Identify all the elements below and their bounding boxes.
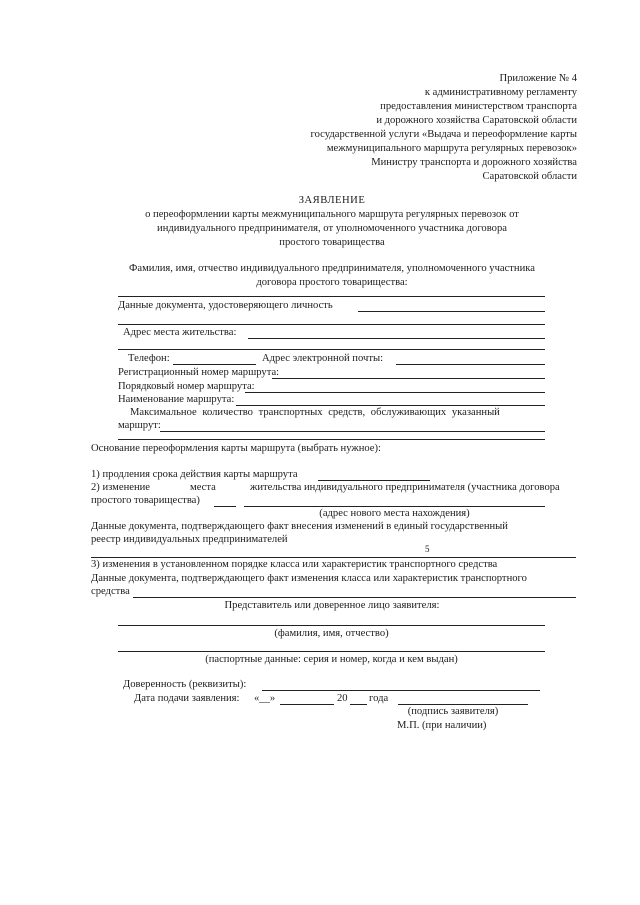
power-of-attorney-field[interactable]: [262, 690, 540, 691]
representative-fio-field[interactable]: [118, 625, 545, 626]
representative-fio-caption: (фамилия, имя, отчество): [274, 628, 389, 639]
stray-mark: 5: [425, 544, 430, 554]
egrip-document-label-2: реестр индивидуальных предпринимателей: [91, 534, 288, 545]
document-title: ЗАЯВЛЕНИЕ: [298, 195, 366, 206]
max-vehicles-field[interactable]: [160, 431, 545, 432]
addressee-line: Саратовской области: [482, 171, 577, 182]
class-change-document-field[interactable]: [133, 597, 576, 598]
phone-label: Телефон:: [128, 353, 170, 364]
date-year-suffix: года: [369, 693, 389, 704]
addressee-line: Министру транспорта и дорожного хозяйства: [371, 157, 577, 168]
applicant-name-label: договора простого товарищества:: [256, 277, 408, 288]
max-vehicles-label-2: маршрут:: [118, 420, 161, 431]
title-subtitle: простого товарищества: [279, 237, 385, 248]
residence-address-label: Адрес места жительства:: [123, 327, 237, 338]
date-year-field[interactable]: [350, 704, 367, 705]
reason-2-field-short[interactable]: [214, 506, 236, 507]
representative-passport-field[interactable]: [118, 651, 545, 652]
appendix-line: предоставления министерством транспорта: [380, 101, 577, 112]
title-subtitle: о переоформлении карты межмуниципального маршрута регулярных перевозок от: [145, 209, 519, 220]
egrip-document-label: Данные документа, подтверждающего факт внесения изменений в единый государственный: [91, 521, 508, 532]
appendix-line: государственной услуги «Выдача и переоформление карты: [310, 129, 577, 140]
identity-document-field-2[interactable]: [118, 324, 545, 325]
identity-document-field[interactable]: [358, 311, 545, 312]
appendix-line: межмуниципального маршрута регулярных перевозок»: [326, 143, 577, 154]
representative-header: Представитель или доверенное лицо заявителя:: [224, 600, 440, 611]
class-change-document-label: Данные документа, подтверждающего факт изменения класса или характеристик транспортного: [91, 573, 527, 584]
applicant-name-field[interactable]: [118, 296, 545, 297]
identity-document-label: Данные документа, удостоверяющего личность: [118, 300, 333, 311]
date-century: 20: [337, 693, 348, 704]
title-subtitle: индивидуального предпринимателя, от уполномоченного участника договора: [157, 223, 507, 234]
max-vehicles-field-2[interactable]: [118, 439, 545, 440]
email-field[interactable]: [396, 364, 545, 365]
date-month-field[interactable]: [280, 704, 334, 705]
reason-2-line2: простого товарищества): [91, 495, 200, 506]
registration-number-label: Регистрационный номер маршрута:: [118, 367, 280, 378]
reason-1[interactable]: 1) продления срока действия карты маршрута: [91, 469, 298, 480]
date-day[interactable]: «__»: [254, 693, 276, 704]
ordinal-number-label: Порядковый номер маршрута:: [118, 381, 255, 392]
class-change-document-label-2: средства: [91, 586, 130, 597]
signature-caption: (подпись заявителя): [407, 706, 499, 717]
applicant-name-label: Фамилия, имя, отчество индивидуального предпринимателя, уполномоченного участника: [129, 263, 535, 274]
reason-2-word: жительства индивидуального предпринимателя (участника договора: [250, 482, 560, 493]
reason-2-word: места: [190, 482, 216, 493]
reasons-header: Основание переоформления карты маршрута (выбрать нужное):: [91, 443, 381, 454]
representative-passport-caption: (паспортные данные: серия и номер, когда и кем выдан): [205, 654, 458, 665]
route-name-label: Наименование маршрута:: [118, 394, 235, 405]
residence-address-field[interactable]: [248, 338, 545, 339]
reason-3[interactable]: 3) изменения в установленном порядке класса или характеристик транспортного средства: [91, 559, 498, 570]
appendix-number: Приложение № 4: [499, 73, 577, 84]
power-of-attorney-label: Доверенность (реквизиты):: [123, 679, 247, 690]
new-address-caption: (адрес нового места нахождения): [319, 508, 470, 519]
phone-field[interactable]: [173, 364, 256, 365]
reason-2-word[interactable]: 2) изменение: [91, 482, 150, 493]
residence-address-field-2[interactable]: [118, 349, 545, 350]
email-label: Адрес электронной почты:: [262, 353, 384, 364]
max-vehicles-label: Максимальное количество транспортных средств, обслуживающих указанный: [130, 407, 500, 418]
ordinal-number-field[interactable]: [245, 392, 545, 393]
appendix-line: и дорожного хозяйства Саратовской области: [376, 115, 577, 126]
registration-number-field[interactable]: [272, 378, 545, 379]
submission-date-label: Дата подачи заявления:: [134, 693, 240, 704]
appendix-line: к административному регламенту: [424, 87, 577, 98]
stamp-note: М.П. (при наличии): [397, 720, 487, 731]
